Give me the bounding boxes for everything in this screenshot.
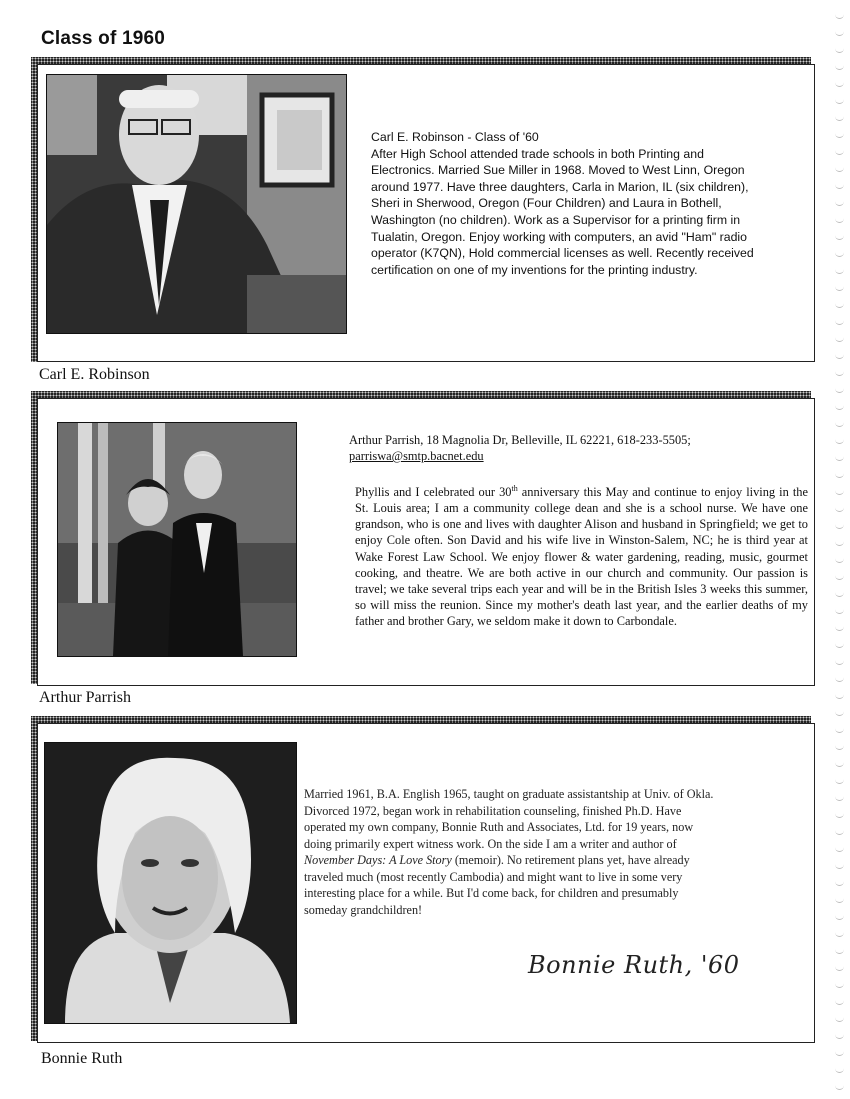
binding-mark	[835, 267, 844, 274]
portrait-couple-outdoors-icon	[58, 423, 296, 656]
binding-mark	[835, 1083, 844, 1090]
entry-3-book-suffix: (memoir). No retirement plans yet, have already	[451, 853, 690, 867]
binding-mark	[835, 845, 844, 852]
binding-mark	[835, 709, 844, 716]
binding-mark	[835, 760, 844, 767]
entry-1-bio-line: After High School attended trade schools in both Printing and	[371, 146, 704, 161]
entry-3-photo	[44, 742, 297, 1024]
entry-2-address: Arthur Parrish, 18 Magnolia Dr, Belleville, IL 62221, 618-233-5505;	[349, 433, 691, 447]
entry-3-bio-line: someday grandchildren!	[304, 902, 423, 917]
entry-1-caption: Carl E. Robinson	[39, 366, 150, 383]
binding-edge-marks	[830, 0, 844, 1099]
binding-mark	[835, 794, 844, 801]
entry-2-bio-start: Phyllis and I celebrated our 30	[355, 485, 512, 500]
binding-mark	[835, 913, 844, 920]
entry-1-bio	[371, 129, 801, 278]
page-title: Class of 1960	[41, 28, 166, 49]
binding-mark	[835, 318, 844, 325]
binding-mark	[835, 590, 844, 597]
binding-mark	[835, 522, 844, 529]
binding-mark	[835, 539, 844, 546]
binding-mark	[835, 641, 844, 648]
binding-mark	[835, 165, 844, 172]
binding-mark	[835, 199, 844, 206]
binding-mark	[835, 607, 844, 614]
entry-2-email-link[interactable]: parriswa@smtp.bacnet.edu	[349, 449, 484, 464]
entry-3-bio-line: interesting place for a while. But I'd come back, for children and presumably	[304, 886, 679, 900]
binding-mark	[835, 896, 844, 903]
binding-mark	[835, 879, 844, 886]
binding-mark	[835, 386, 844, 393]
binding-mark	[835, 233, 844, 240]
binding-mark	[835, 1015, 844, 1022]
binding-mark	[835, 930, 844, 937]
binding-mark	[835, 12, 844, 19]
entry-1-photo	[46, 74, 347, 334]
binding-mark	[835, 63, 844, 70]
binding-mark	[835, 80, 844, 87]
binding-mark	[835, 862, 844, 869]
binding-mark	[835, 148, 844, 155]
binding-mark	[835, 369, 844, 376]
entry-2-bio-sup: th	[511, 484, 518, 493]
binding-mark	[835, 454, 844, 461]
entry-3-caption: Bonnie Ruth	[41, 1050, 123, 1067]
binding-mark	[835, 471, 844, 478]
entry-1-bio-line: Tualatin, Oregon. Enjoy working with computers, an avid "Ham" radio	[371, 229, 747, 244]
binding-mark	[835, 1066, 844, 1073]
entry-2-photo	[57, 422, 297, 657]
entry-2-bio-rest: anniversary this May and continue to enjoy living in the St. Louis area; I am a community college dean and she is a school nurse. We have one grandson, who is one and lives with daughter Alison and husband in Springfield; we get to enjoy Cole often. Son David and his wife live in Winston-Salem, NC; he is third year at Wake Forest Law School. We enjoy flower & water gardening, reading, music, gourmet cooking, and theatre. We are both active in our church and community. Our passion is travel; we take several trips each year and will be in the British Isles 3 weeks this summer, so will miss the reunion. Since my mother's death last year, and the earlier deaths of my father and brother Gary, we seldom make it down to Carbondale.	[355, 485, 808, 628]
binding-mark	[835, 1049, 844, 1056]
binding-mark	[835, 573, 844, 580]
binding-mark	[835, 182, 844, 189]
binding-mark	[835, 658, 844, 665]
binding-mark	[835, 29, 844, 36]
binding-mark	[835, 352, 844, 359]
entry-3-bio-line: operated my own company, Bonnie Ruth and Associates, Ltd. for 19 years, now	[304, 820, 694, 834]
binding-mark	[835, 250, 844, 257]
binding-mark	[835, 301, 844, 308]
binding-mark	[835, 131, 844, 138]
binding-mark	[835, 46, 844, 53]
binding-mark	[835, 284, 844, 291]
entry-1-bio-line: Washington (no children). Work as a Supervisor for a printing firm in	[371, 212, 741, 227]
binding-mark	[835, 403, 844, 410]
entry-3-bio-line: doing primarily expert witness work. On the side I am a writer and author of	[304, 836, 677, 851]
binding-mark	[835, 726, 844, 733]
binding-mark	[835, 556, 844, 563]
binding-mark	[835, 335, 844, 342]
entry-3-signature: Bonnie Ruth, '60	[528, 951, 740, 979]
entry-3-bio-line: Married 1961, B.A. English 1965, taught on graduate assistantship at Univ. of Okla.	[304, 787, 714, 801]
entry-1-bio-line: around 1977. Have three daughters, Carla in Marion, IL (six children),	[371, 179, 749, 194]
entry-2-bio	[355, 481, 808, 629]
entry-3-bio	[304, 786, 804, 918]
binding-mark	[835, 981, 844, 988]
binding-mark	[835, 505, 844, 512]
binding-mark	[835, 114, 844, 121]
entry-3-book-title: November Days: A Love Story	[304, 853, 452, 867]
entry-1-bio-line: certification on one of my inventions for the printing industry.	[371, 262, 698, 277]
binding-mark	[835, 216, 844, 223]
entry-3-bio-line: traveled much (most recently Cambodia) and might want to live in some very	[304, 869, 683, 884]
binding-mark	[835, 692, 844, 699]
entry-2-address-block	[349, 432, 799, 464]
portrait-woman-icon	[45, 743, 296, 1023]
binding-mark	[835, 777, 844, 784]
portrait-man-at-computer-icon	[47, 75, 346, 333]
entry-1-bio-line: Sheri in Sherwood, Oregon (Four Children) and Laura in Bothell,	[371, 196, 722, 211]
entry-1-bio-line: Electronics. Married Sue Miller in 1968. Moved to West Linn, Oregon	[371, 163, 745, 178]
binding-mark	[835, 624, 844, 631]
binding-mark	[835, 420, 844, 427]
binding-mark	[835, 947, 844, 954]
binding-mark	[835, 1032, 844, 1039]
entry-1-bio-line: Carl E. Robinson - Class of '60	[371, 130, 539, 144]
binding-mark	[835, 811, 844, 818]
binding-mark	[835, 743, 844, 750]
entry-1-bio-line: operator (K7QN), Hold commercial licenses as well. Recently received	[371, 246, 754, 261]
entry-3-bio-line	[304, 852, 804, 869]
binding-mark	[835, 97, 844, 104]
binding-mark	[835, 488, 844, 495]
binding-mark	[835, 964, 844, 971]
entry-3-bio-line: Divorced 1972, began work in rehabilitation counseling, finished Ph.D. Have	[304, 803, 682, 818]
binding-mark	[835, 675, 844, 682]
entry-2-caption: Arthur Parrish	[39, 689, 131, 706]
binding-mark	[835, 998, 844, 1005]
binding-mark	[835, 437, 844, 444]
binding-mark	[835, 828, 844, 835]
